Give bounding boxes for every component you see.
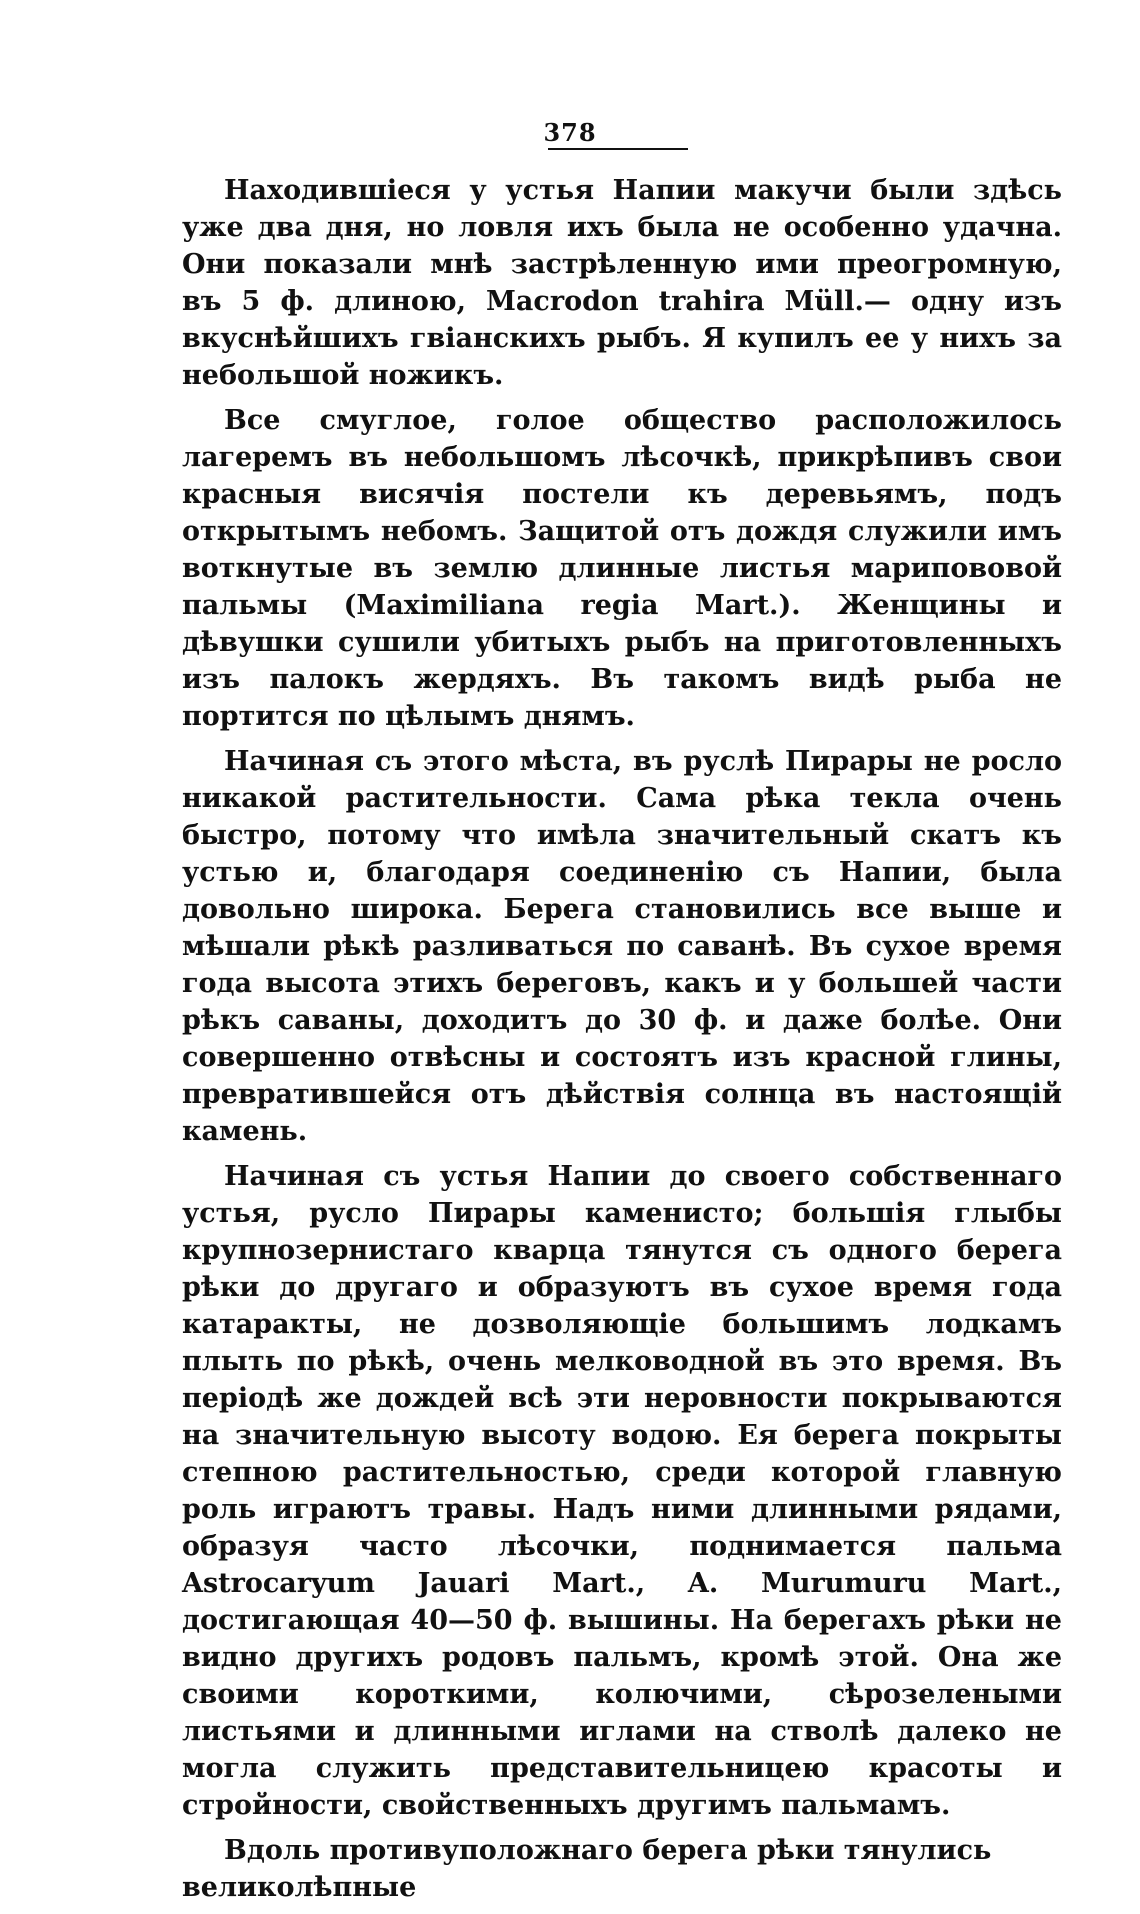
body-text [182, 172, 1062, 1914]
paragraph-1: Находившіеся у устья Напии макучи были здѣсь уже два дня, но ловля ихъ была не особенно удачна. Они показали мнѣ застрѣленную ими преогромную, въ 5 ф. длиною, Macrodon trahira Müll.— одну изъ вкуснѣйшихъ гвіанскихъ рыбъ. Я купилъ ее у нихъ за небольшой ножикъ. [182, 175, 1062, 391]
paragraph-4: Начиная съ устья Напии до своего собственнаго устья, русло Пирары каменисто; большія глыбы крупнозернистаго кварца тянутся съ одного берега рѣки до другаго и образуютъ въ сухое время года катаракты, не дозволяющіе большимъ лодкамъ плыть по рѣкѣ, очень мелководной въ это время. Въ періодѣ же дождей всѣ эти неровности покрываются на значительную высоту водою. Ея берега покрыты степною растительностью, среди которой главную роль играютъ травы. Надъ ними длинными рядами, образуя часто лѣсочки, поднимается пальма Astrocaryum Jauari Mart., A. Murumuru Mart., достигающая 40—50 ф. вышины. На берегахъ рѣки не видно другихъ родовъ пальмъ, кромѣ этой. Она же своими короткими, колючими, сѣрозелеными листьями и длинными иглами на стволѣ далеко не могла служить представительницею красоты и стройности, свойственныхъ другимъ пальмамъ. [182, 1161, 1062, 1821]
page-number: 378 [543, 118, 597, 147]
header-rule [548, 148, 688, 150]
paragraph-2: Все смуглое, голое общество расположилось лагеремъ въ небольшомъ лѣсочкѣ, прикрѣпивъ свои красныя висячія постели къ деревьямъ, подъ открытымъ небомъ. Защитой отъ дождя служили имъ воткнутые въ землю длинные листья марипововой пальмы (Maximiliana regia Mart.). Женщины и дѣвушки сушили убитыхъ рыбъ на приготовленныхъ изъ палокъ жердяхъ. Въ такомъ видѣ рыба не портится по цѣлымъ днямъ. [182, 405, 1062, 732]
paragraph-3: Начиная съ этого мѣста, въ руслѣ Пирары не росло никакой растительности. Сама рѣка текла очень быстро, потому что имѣла значительный скатъ къ устью и, благодаря соединенію съ Напии, была довольно широка. Берега становились все выше и мѣшали рѣкѣ разливаться по саванѣ. Въ сухое время года высота этихъ береговъ, какъ и у большей части рѣкъ саваны, доходитъ до 30 ф. и даже болѣе. Они совершенно отвѣсны и состоятъ изъ красной глины, превратившейся отъ дѣйствія солнца въ настоящій камень. [182, 746, 1062, 1147]
paragraph-5: Вдоль противуположнаго берега рѣки тянулись великолѣпные [182, 1835, 992, 1903]
